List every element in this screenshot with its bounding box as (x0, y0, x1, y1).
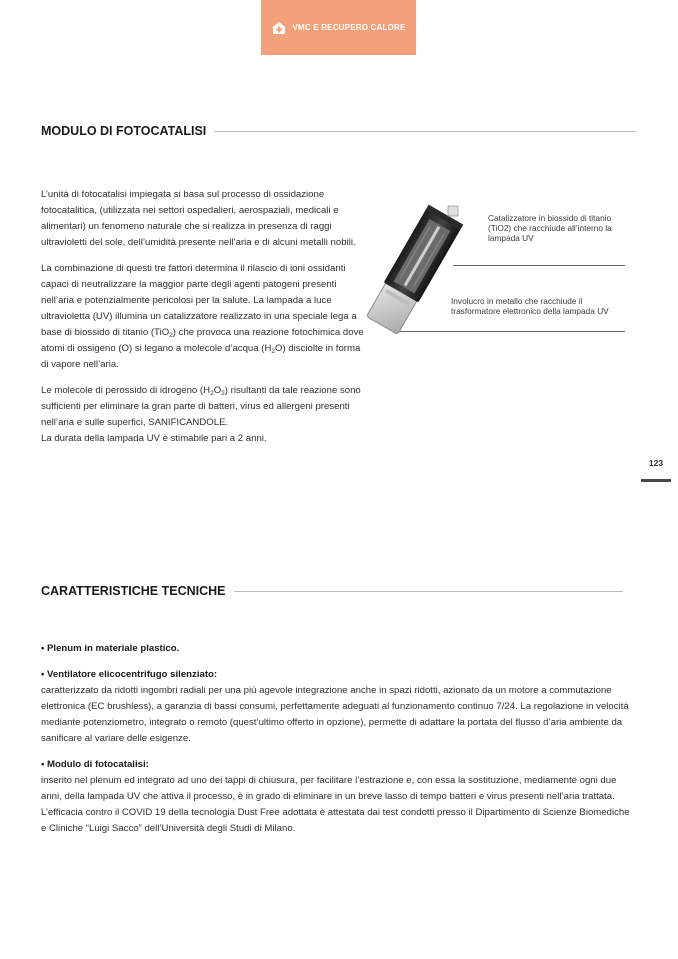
intro-paragraph-1: L’unità di fotocatalisi impiegata si basa sul processo di ossidazione fotocatalitica, (utilizzata nei settori ospedalieri, aerospaziali, medicali e alimentari) un fenomeno naturale che si realizza in presenza di raggi ultravioletti del sole, dell’umidità presente nell’aria e di alcuni metalli nobili. (41, 189, 356, 248)
caption-leader-line (400, 331, 625, 332)
section-title: MODULO DI FOTOCATALISI (41, 124, 207, 138)
page-number-bar (641, 479, 671, 482)
heading-divider (214, 131, 636, 132)
spec-item-module (41, 757, 636, 837)
section-heading-fotocatalisi (41, 124, 636, 138)
specs-list (41, 641, 636, 847)
caption-catalyst: Catalizzatore in biossido di titanio (TiO2) che racchiude all’interno la lampada UV (488, 213, 612, 243)
category-tab[interactable] (261, 0, 416, 55)
spec-title: • Ventilatore elicocentrifugo silenziato: (41, 669, 218, 680)
intro-paragraph-2: La combinazione di questi tre fattori determina il rilascio di ioni ossidanti capaci di neutralizzare la maggior parte degli agenti patogeni presenti nell’aria e potenzialmente pericolosi per la salute. La lampada a luce ultravioletta (UV) illumina un catalizzatore realizzato in una speciale lega a base di biossido di titanio (TiO$_2$) che provoca una reazione fotochimica dove atomi di ossigeno (O) si legano a molecole d’acqua $(H_2O)$ disciolte in forma di vapore nell’aria. (41, 263, 364, 370)
spec-title: • Plenum in materiale plastico. (41, 643, 180, 654)
page-number: 123 (648, 458, 664, 468)
section-title: CARATTERISTICHE TECNICHE (41, 584, 226, 598)
spec-item-fan (41, 667, 636, 747)
spec-item-plenum (41, 641, 636, 657)
spec-body: inserito nel plenum ed integrato ad uno dei tappi di chiusura, per facilitare l’estrazione e, con essa la sostituzione, mediamente ogni due anni, della lampada UV che attiva il processo, è in grado di eliminare in un breve lasso di tempo batteri e virus presenti nell’aria trattata. L’efficacia contro il COVID 19 della tecnologia Dust Free adottata è attestata dai test condotti presso il Dipartimento di Scienze Biomediche e Cliniche “Luigi Sacco” dell’Università degli Studi di Milano. (41, 775, 630, 834)
caption-leader-line (453, 265, 625, 266)
intro-paragraph-3: Le molecole di perossido di idrogeno $(H_2O_2)$ risultanti da tale reazione sono sufficienti per eliminare la gran parte di batteri, virus ed allergeni presenti nell’aria e sulle superfici, SANIFICANDOLE. La durata della lampada UV è stimabile pari a 2 anni. (41, 385, 361, 444)
section-heading-caratteristiche (41, 584, 623, 598)
heading-divider (234, 591, 624, 592)
photocatalysis-module-image (362, 204, 466, 340)
house-plus-icon (271, 20, 287, 36)
category-tab-label: VMC E RECUPERO CALORE (292, 23, 406, 32)
intro-text (41, 187, 366, 457)
spec-body: caratterizzato da ridotti ingombri radiali per una più agevole integrazione anche in spazi ridotti, azionato da un motore a commutazione elettronica (EC brushless), a garanzia di bassi consumi, perfettamente adeguati al funzionamento continuo 7/24. La regolazione in velocità mediante potenziometro, integrato o remoto (quest’ultimo offerto in opzione), permette di adattare la portata del flusso d’aria ambiente da sanificare al variare delle esigenze. (41, 685, 629, 744)
caption-housing: Involucro in metallo che racchiude il trasformatore elettronico della lampada UV (451, 296, 609, 316)
spec-title: • Modulo di fotocatalisi: (41, 759, 149, 770)
